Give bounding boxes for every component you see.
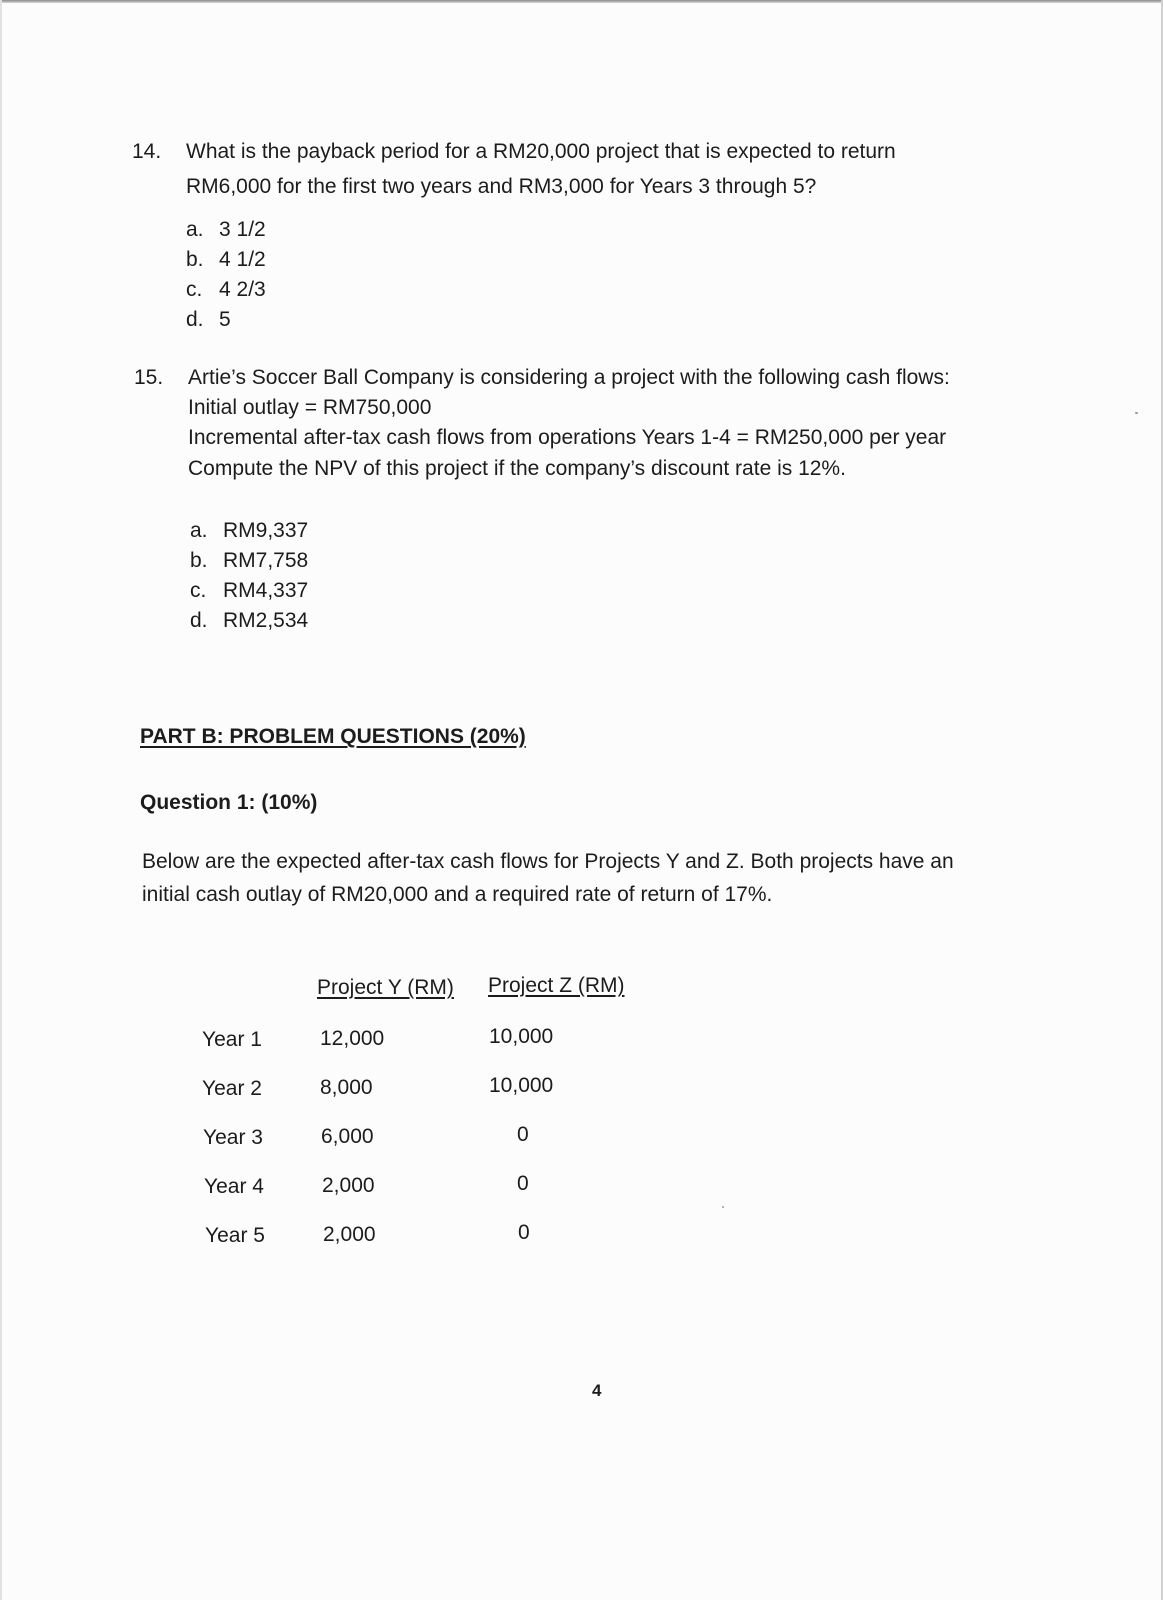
question-line: RM6,000 for the first two years and RM3,000 for Years 3 through 5? <box>186 175 817 198</box>
option-letter: a. <box>186 218 204 241</box>
option-c <box>190 576 308 606</box>
option-letter: b. <box>186 248 204 271</box>
row-project-z-value: 0 <box>518 1221 530 1244</box>
question-1-heading: Question 1: (10%) <box>140 791 318 814</box>
option-letter: b. <box>190 549 208 572</box>
question-line: Compute the NPV of this project if the company’s discount rate is 12%. <box>188 457 846 480</box>
option-text: 4 2/3 <box>219 278 266 301</box>
row-project-z-value: 0 <box>517 1172 529 1195</box>
scan-speck <box>1135 412 1138 414</box>
option-text: RM7,758 <box>223 549 309 572</box>
question-number: 15. <box>134 366 164 389</box>
intro-line: initial cash outlay of RM20,000 and a required rate of return of 17%. <box>142 883 773 906</box>
row-year-label: Year 5 <box>205 1224 265 1247</box>
question-15-options <box>190 516 308 636</box>
option-c <box>186 275 266 305</box>
question-line: Artie’s Soccer Ball Company is considering a project with the following cash flows: <box>188 366 950 389</box>
option-d <box>186 305 266 335</box>
row-project-z-value: 10,000 <box>489 1074 554 1097</box>
question-line: What is the payback period for a RM20,000 project that is expected to return <box>186 140 896 163</box>
question-14-options <box>186 215 266 335</box>
row-project-z-value: 10,000 <box>489 1025 554 1048</box>
question-number: 14. <box>132 140 162 163</box>
row-project-y-value: 8,000 <box>320 1076 373 1099</box>
scan-edge-left <box>0 0 2 1600</box>
row-year-label: Year 3 <box>203 1126 263 1149</box>
question-15 <box>134 363 1094 488</box>
option-b <box>190 546 308 576</box>
question-1-intro <box>142 845 954 911</box>
option-text: RM4,337 <box>223 579 309 602</box>
row-project-y-value: 12,000 <box>320 1027 385 1050</box>
option-a <box>186 215 266 245</box>
column-header-project-y: Project Y (RM) <box>317 976 454 999</box>
option-b <box>186 245 266 275</box>
option-letter: c. <box>190 579 207 602</box>
scan-edge-top <box>0 0 1163 3</box>
option-text: 3 1/2 <box>219 218 266 241</box>
question-line: Initial outlay = RM750,000 <box>188 396 432 419</box>
option-letter: c. <box>186 278 203 301</box>
option-letter: d. <box>186 308 204 331</box>
option-letter: d. <box>190 609 208 632</box>
row-project-z-value: 0 <box>517 1123 529 1146</box>
row-year-label: Year 2 <box>202 1077 262 1100</box>
option-text: 5 <box>219 308 231 331</box>
row-year-label: Year 4 <box>204 1175 264 1198</box>
option-text: RM9,337 <box>223 519 309 542</box>
option-d <box>190 606 308 636</box>
column-header-project-z: Project Z (RM) <box>488 974 625 997</box>
scan-speck <box>722 1206 724 1208</box>
option-letter: a. <box>190 519 208 542</box>
row-project-y-value: 2,000 <box>323 1223 376 1246</box>
option-text: 4 1/2 <box>219 248 266 271</box>
row-project-y-value: 6,000 <box>321 1125 374 1148</box>
question-line: Incremental after-tax cash flows from operations Years 1-4 = RM250,000 per year <box>188 426 947 449</box>
part-b-heading: PART B: PROBLEM QUESTIONS (20%) <box>140 725 526 748</box>
question-14 <box>132 134 1032 214</box>
intro-line: Below are the expected after-tax cash flows for Projects Y and Z. Both projects have an <box>142 850 954 873</box>
option-a <box>190 516 308 546</box>
page-number: 4 <box>592 1381 602 1400</box>
row-year-label: Year 1 <box>202 1028 262 1051</box>
option-text: RM2,534 <box>223 609 309 632</box>
row-project-y-value: 2,000 <box>322 1174 375 1197</box>
